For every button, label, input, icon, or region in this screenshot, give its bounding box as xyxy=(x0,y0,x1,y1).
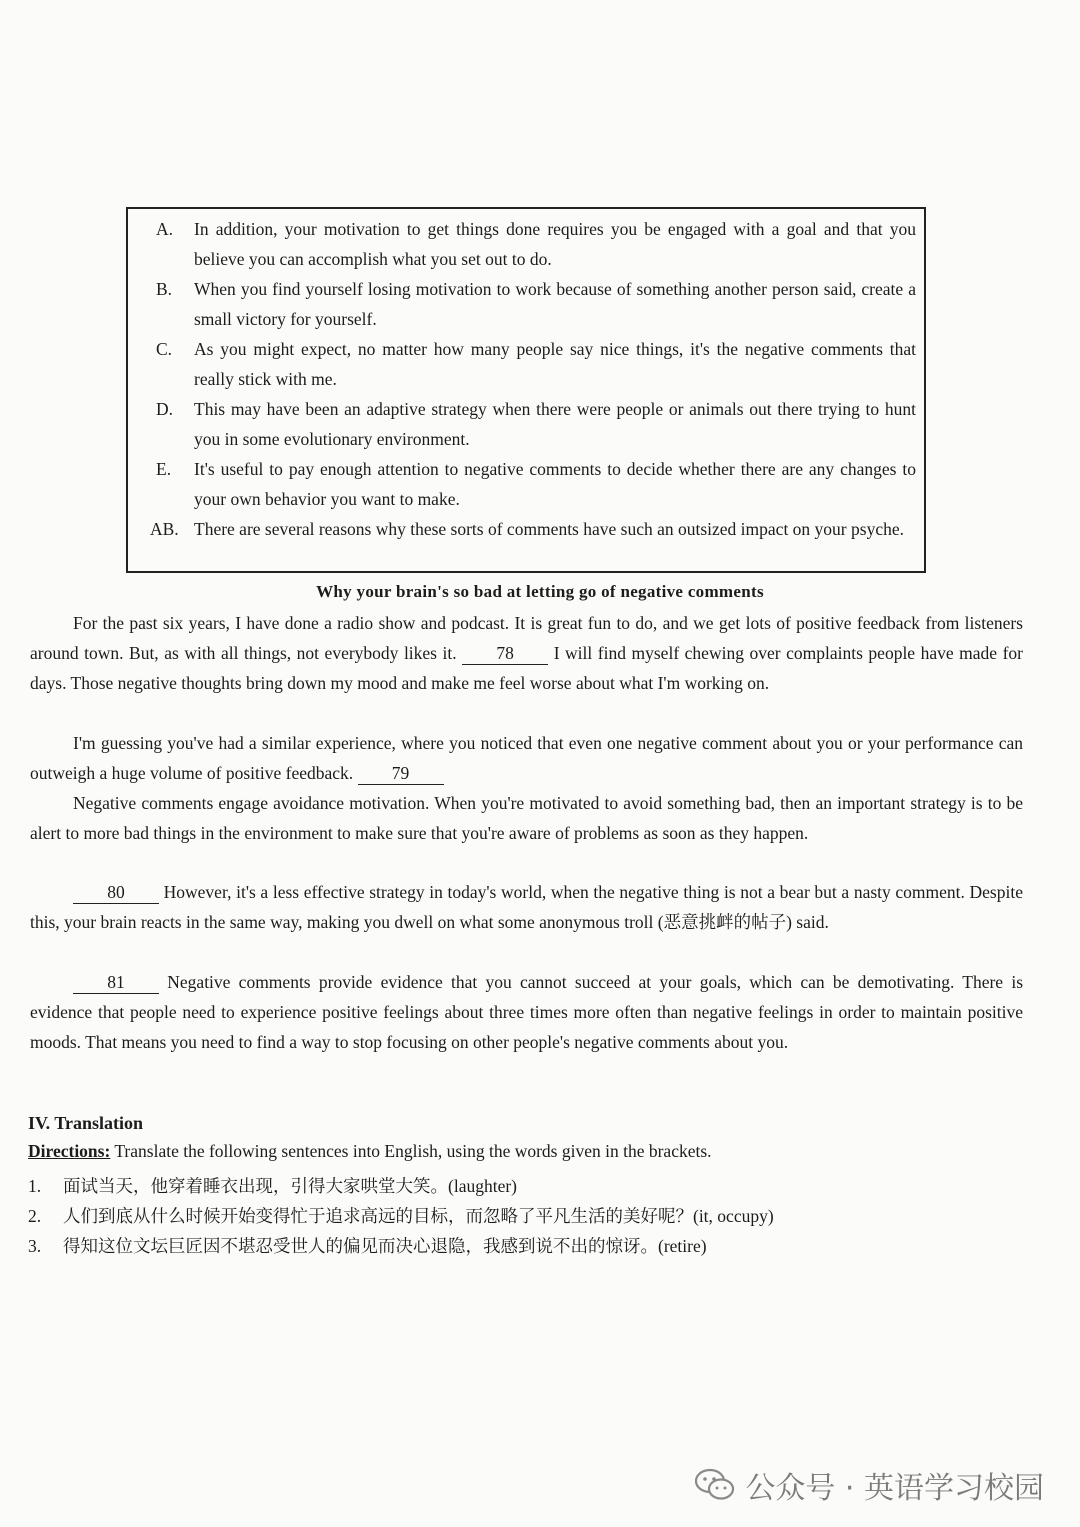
item-text: 得知这位文坛巨匠因不堪忍受世人的偏见而决心退隐，我感到说不出的惊讶。(retire) xyxy=(63,1236,707,1256)
option-text: This may have been an adaptive strategy when there were people or animals out there trying to hunt you in some evolutionary environment. xyxy=(194,399,916,449)
option-b xyxy=(156,274,916,334)
paragraph-3 xyxy=(30,788,1023,848)
item-number: 3. xyxy=(28,1236,42,1256)
option-text: As you might expect, no matter how many people say nice things, it's the negative comments that really stick with me. xyxy=(194,339,916,389)
option-ab xyxy=(150,514,916,544)
paragraph-text: However, it's a less effective strategy in today's world, when the negative thing is not a bear but a nasty comment. Despite this, your brain reacts in the same way, making you dwell on what some anonymous troll (恶意挑衅的帖子) said. xyxy=(30,882,1023,932)
paragraph-text: For the past six years, I have done a radio show and podcast. It is great fun to do, and we get lots of positive feedback from listeners around town. But, as with all things, not everybody likes it. xyxy=(30,613,1023,663)
section-title: IV. Translation xyxy=(28,1113,144,1133)
item-text: 面试当天，他穿着睡衣出现，引得大家哄堂大笑。(laughter) xyxy=(63,1176,517,1196)
option-text: In addition, your motivation to get things done requires you be engaged with a goal and that you believe you can accomplish what you set out to do. xyxy=(194,219,916,269)
directions-text: Translate the following sentences into English, using the words given in the brackets. xyxy=(114,1141,712,1161)
item-number: 1. xyxy=(28,1176,42,1196)
paragraph-1 xyxy=(30,608,1023,698)
paragraph-text: I'm guessing you've had a similar experience, where you noticed that even one negative comment about you or your performance can outweigh a huge volume of positive feedback. xyxy=(30,733,1023,783)
watermark xyxy=(695,1463,1044,1507)
paragraph-4 xyxy=(30,877,1023,937)
options-box xyxy=(126,207,926,573)
directions-label: Directions: xyxy=(28,1141,111,1161)
option-d xyxy=(156,394,916,454)
option-text: There are several reasons why these sorts of comments have such an outsized impact on your psyche. xyxy=(194,519,904,539)
paragraph-2 xyxy=(30,728,1023,788)
paragraph-text: Negative comments engage avoidance motivation. When you're motivated to avoid something bad, then an important strategy is to be alert to more bad things in the environment to make sure that you're aware of problems as soon as they happen. xyxy=(30,793,1023,843)
option-text: When you find yourself losing motivation to work because of something another person said, create a small victory for yourself. xyxy=(194,279,916,329)
translation-item-3 xyxy=(28,1233,707,1258)
blank-80[interactable]: 80 xyxy=(73,881,159,904)
option-letter: B. xyxy=(156,279,173,299)
directions xyxy=(28,1141,712,1162)
wechat-icon xyxy=(695,1468,735,1502)
blank-78[interactable]: 78 xyxy=(462,642,548,665)
paragraph-text: Negative comments provide evidence that you cannot succeed at your goals, which can be demotivating. There is evidence that people need to experience positive feelings about three times more often than negative feelings in order to maintain positive moods. That means you need to find a way to stop focusing on other people's negative comments about you. xyxy=(30,972,1024,1052)
translation-item-1 xyxy=(28,1173,517,1198)
blank-79[interactable]: 79 xyxy=(358,762,444,785)
blank-81[interactable]: 81 xyxy=(73,971,159,994)
option-c xyxy=(156,334,916,394)
option-a xyxy=(156,214,916,274)
paragraph-5 xyxy=(30,967,1023,1057)
paragraph-text: I will find myself chewing over complaints people have made for days. Those negative thoughts bring down my mood and make me feel worse about what I'm working on. xyxy=(30,643,1023,693)
item-text: 人们到底从什么时候开始变得忙于追求高远的目标，而忽略了平凡生活的美好呢？(it, occupy) xyxy=(63,1206,774,1226)
option-letter: E. xyxy=(156,459,172,479)
option-letter: C. xyxy=(156,339,173,359)
option-text: It's useful to pay enough attention to negative comments to decide whether there are any changes to your own behavior you want to make. xyxy=(194,459,916,509)
passage-title: Why your brain's so bad at letting go of negative comments xyxy=(316,582,764,601)
watermark-text: 公众号 · 英语学习校园 xyxy=(745,1471,1044,1506)
option-letter: A. xyxy=(156,219,174,239)
translation-item-2 xyxy=(28,1203,774,1228)
item-number: 2. xyxy=(28,1206,42,1226)
option-letter: AB. xyxy=(150,519,179,539)
option-letter: D. xyxy=(156,399,174,419)
option-e xyxy=(156,454,916,514)
